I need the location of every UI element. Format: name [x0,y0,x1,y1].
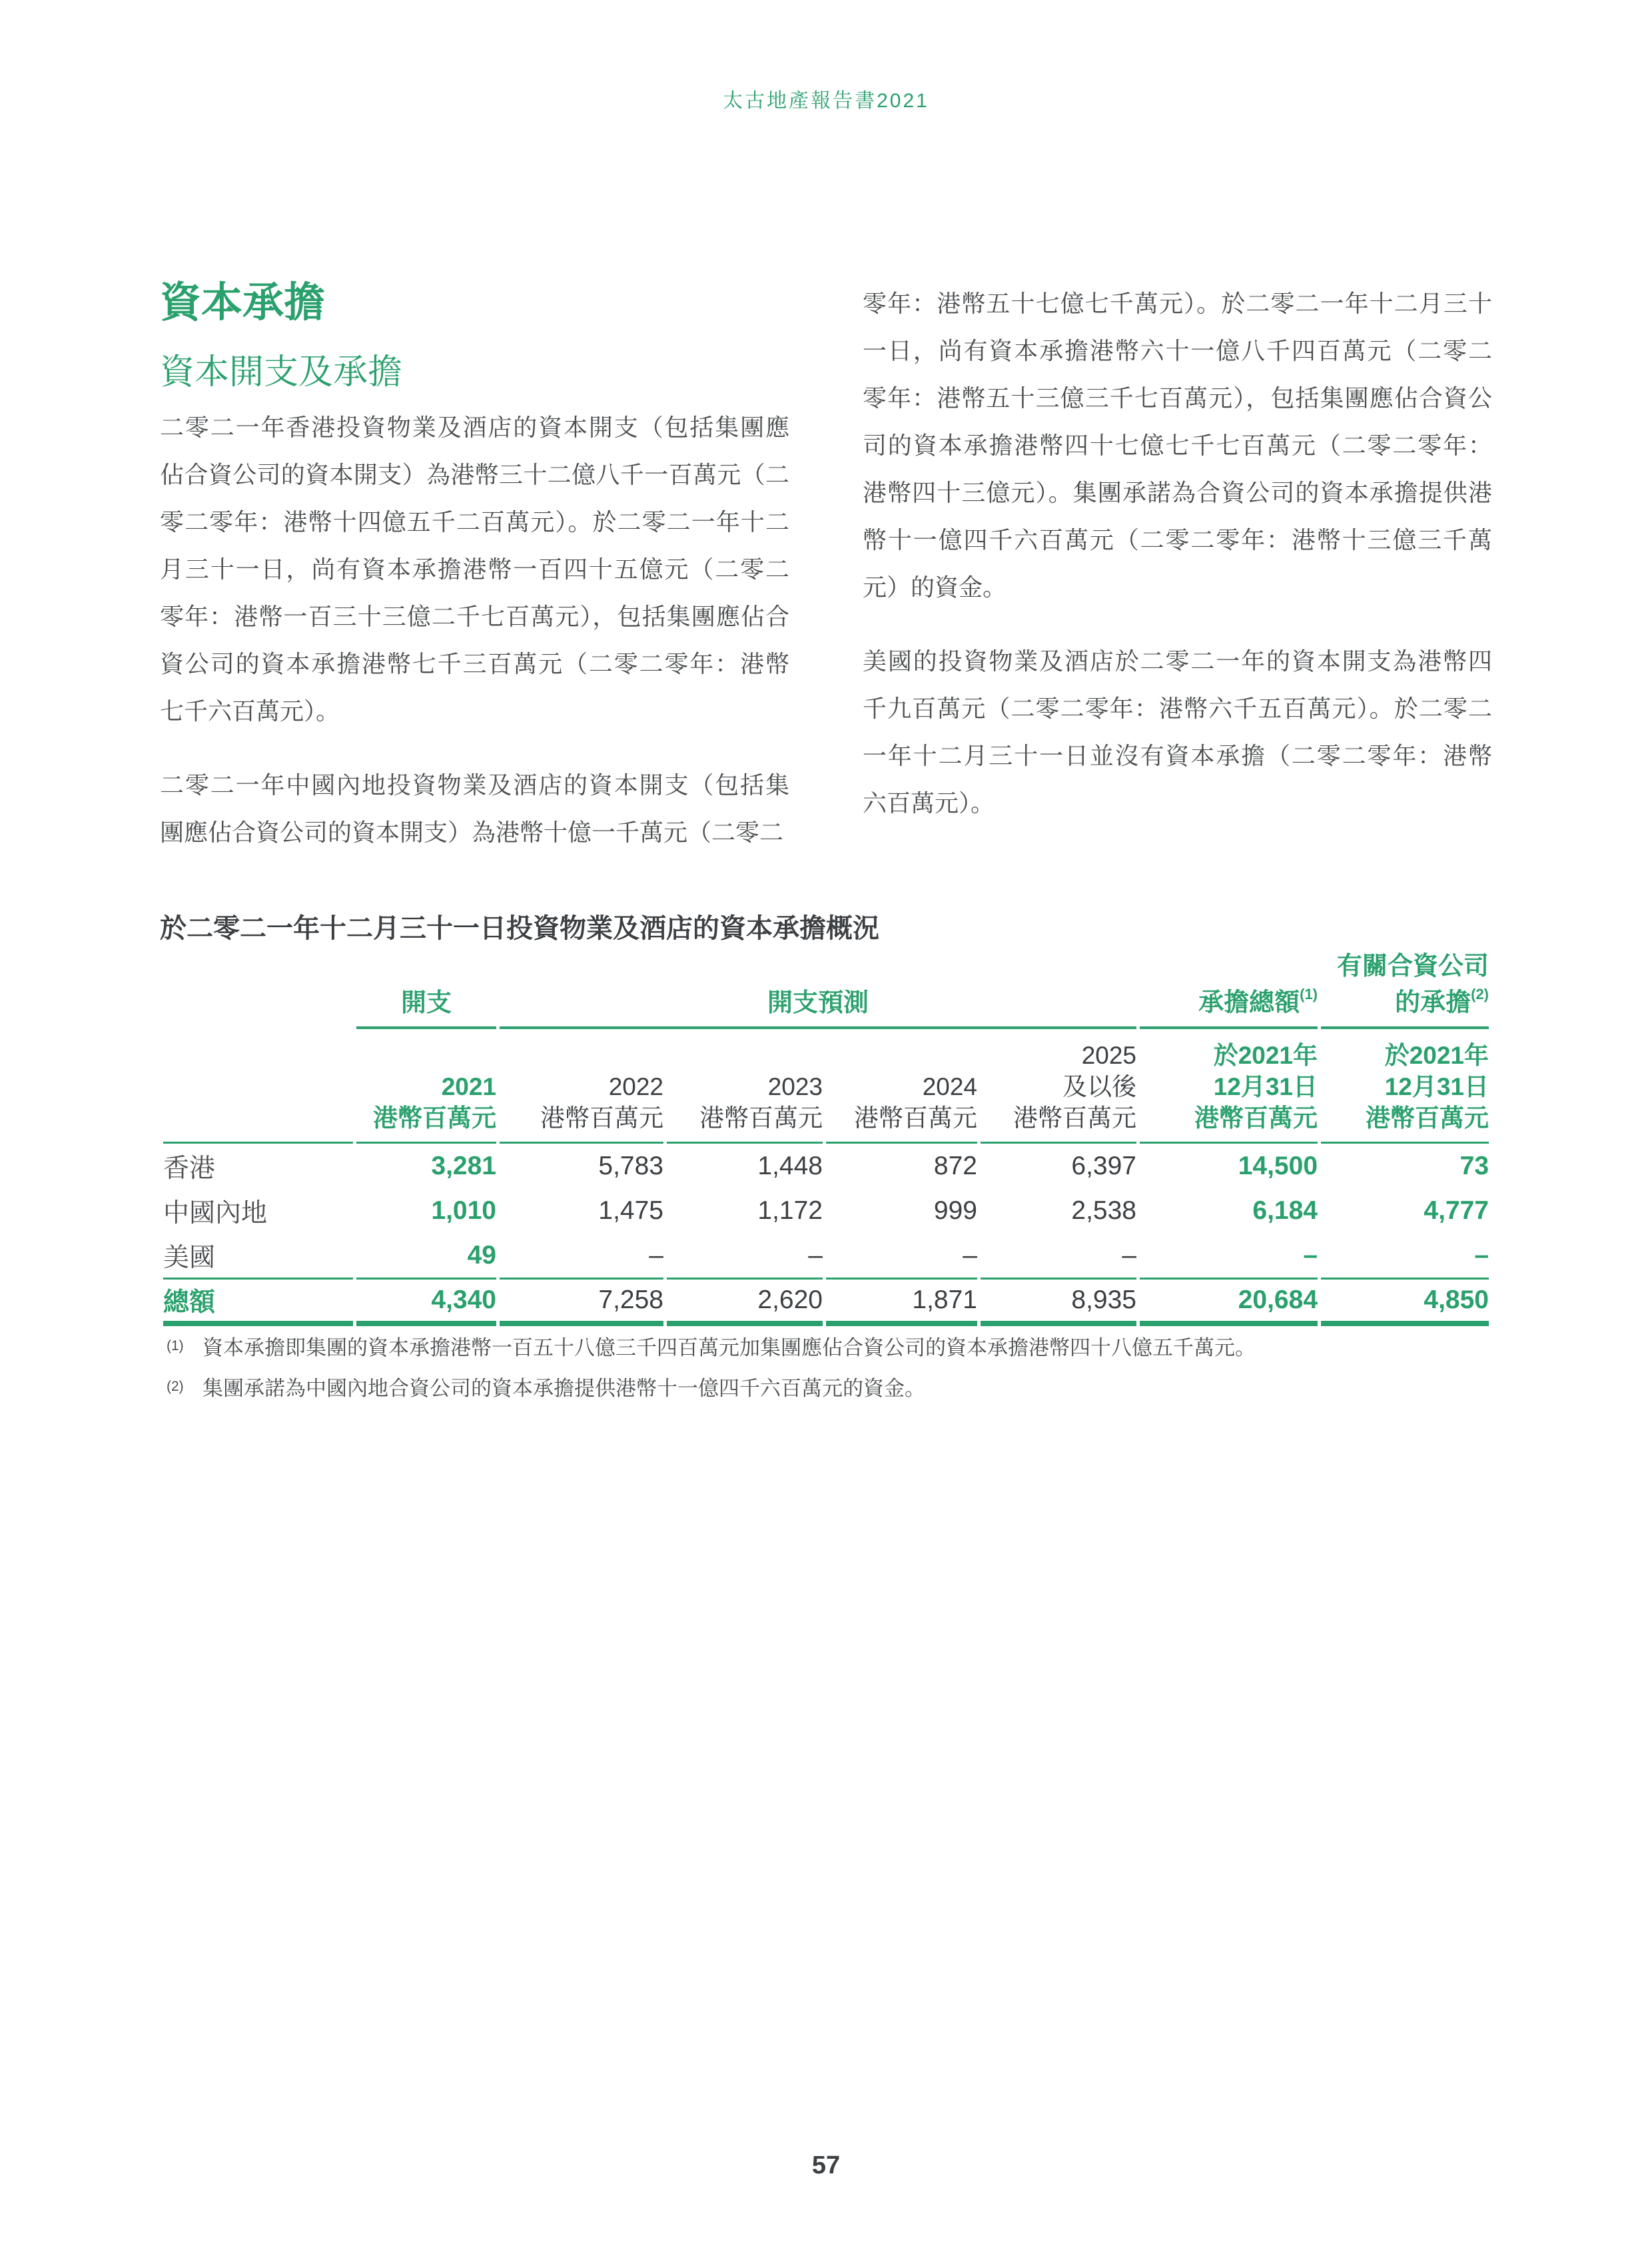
row-label: 中國內地 [163,1198,268,1228]
subheader-total-asof [1140,1029,1318,1144]
cell-value: – [981,1233,1136,1280]
left-paragraph-2 [160,761,789,856]
year-2023-label: 2023 [767,1073,823,1100]
body-line: 團應佔合資公司的資本開支）為港幣十億一千萬元（二零二 [160,819,784,846]
total-cell-value: 20,684 [1140,1280,1318,1326]
body-line: 二零二一年香港投資物業及酒店的資本開支（包括集團應 [160,414,789,441]
body-line: 美國的投資物業及酒店於二零二一年的資本開支為港幣四 [863,647,1492,675]
body-line: 佔合資公司的資本開支）為港幣三十二億八千一百萬元（二 [160,461,789,488]
cell-value: 1,010 [431,1196,496,1225]
cell-value: 872 [933,1151,977,1180]
unit-label: 港幣百萬元 [1013,1104,1137,1132]
footnote-text: 資本承擔即集團的資本承擔港幣一百五十八億三千四百萬元加集團應佔合資公司的資本承擔港幣四十八億五千萬元。 [203,1336,1256,1359]
right-paragraph-1 [863,280,1492,611]
row-label: 香港 [163,1154,216,1183]
right-paragraph-2 [863,637,1492,827]
subheader-2022 [500,1029,663,1144]
total-cell-value: 2,620 [667,1280,823,1326]
right-text-column [863,280,1492,827]
group-header-total-label: 承擔總額 [1198,989,1300,1017]
footnote-ref-1: (1) [1300,986,1318,1003]
total-cell-value: 8,935 [981,1280,1136,1326]
subheader-2025-onwards [981,1029,1136,1144]
cell-value: 14,500 [1238,1151,1318,1180]
cell-value: 3,281 [431,1151,496,1180]
total-cell-value: 4,850 [1321,1280,1489,1326]
running-header: 太古地產報告書2021 [723,90,929,112]
group-header-jv-line2 [1321,982,1489,1018]
body-line: 六百萬元）。 [863,789,995,817]
body-line: 司的資本承擔港幣四十七億七千七百萬元（二零二零年： [863,432,1492,459]
cell-value: 73 [1459,1151,1489,1180]
body-line: 元）的資金。 [863,573,1007,601]
total-row-label: 總額 [163,1280,353,1326]
cell-value: 999 [933,1196,977,1225]
body-line: 零二零年：港幣十四億五千二百萬元）。於二零二一年十二 [160,508,789,536]
table-total-row [163,1280,1489,1326]
cell-value: – [1321,1233,1489,1280]
cell-value: – [826,1233,977,1280]
row-label: 美國 [163,1233,353,1280]
group-header-forecast: 開支預測 [500,942,1136,1029]
body-line: 港幣四十三億元）。集團承諾為合資公司的資本承擔提供港 [863,479,1492,506]
cell-value: 4,777 [1424,1196,1489,1225]
body-line: 資公司的資本承擔港幣七千三百萬元（二零二零年：港幣 [160,650,789,677]
unit-label: 港幣百萬元 [540,1104,663,1132]
subheader-2021 [356,1029,496,1144]
body-line: 零年：港幣五十三億三千七百萬元），包括集團應佔合資公 [863,384,1492,412]
footnote-ref-2: (2) [1471,986,1489,1003]
footnote-marker: (1) [167,1338,184,1353]
cell-value: 2,538 [1071,1196,1137,1225]
year-2024-label: 2024 [922,1073,977,1100]
body-line: 千九百萬元（二零二零年：港幣六千五百萬元）。於二零二 [863,695,1492,722]
subheader-2023 [667,1029,823,1144]
unit-label: 港幣百萬元 [1366,1104,1489,1132]
unit-label: 港幣百萬元 [1194,1104,1318,1132]
group-header-jv-commitments [1321,942,1489,1029]
body-line: 一年十二月三十一日並沒有資本承擔（二零二零年：港幣 [863,742,1492,769]
cell-value: – [1140,1233,1318,1280]
section-subtitle: 資本開支及承擔 [160,353,403,392]
group-header-spacer [163,942,353,1029]
footnote-1 [160,1335,1492,1361]
total-cell-value: 1,871 [826,1280,977,1326]
body-line: 月三十一日，尚有資本承擔港幣一百四十五億元（二零二 [160,556,789,583]
unit-label: 港幣百萬元 [699,1104,823,1132]
asof-year-label: 於2021年 [1384,1042,1489,1069]
asof-date-label: 12月31日 [1213,1073,1318,1100]
subheader-jv-asof [1321,1029,1489,1144]
group-header-jv-line1: 有關合資公司 [1337,952,1489,981]
cell-value: – [667,1233,823,1280]
unit-label: 港幣百萬元 [854,1104,977,1132]
cell-value: 5,783 [598,1151,663,1180]
subheader-2024 [826,1029,977,1144]
footnote-2 [160,1375,1492,1402]
total-cell-value: 4,340 [356,1280,496,1326]
body-line: 二零二一年中國內地投資物業及酒店的資本開支（包括集 [160,771,789,799]
body-line: 七千六百萬元）。 [160,697,340,725]
cell-value: 49 [356,1233,496,1280]
year-2025-label: 2025 [1081,1042,1137,1069]
table-subheader-row [163,1029,1489,1144]
page-number: 57 [811,2151,841,2179]
body-line: 零年：港幣五十七億七千萬元）。於二零二一年十二月三十 [863,290,1492,317]
cell-value: 1,448 [757,1151,823,1180]
unit-label: 港幣百萬元 [373,1104,496,1132]
left-text-column [160,404,789,856]
cell-value: – [500,1233,663,1280]
cell-value: 6,397 [1071,1151,1137,1180]
onwards-label: 及以後 [1062,1073,1137,1100]
table-group-header-row [163,942,1489,1029]
table-row-2 [163,1188,1489,1233]
subheader-spacer [163,1029,353,1144]
section-title: 資本承擔 [160,280,326,326]
body-line: 幣十一億四千六百萬元（二零二零年：港幣十三億三千萬 [863,526,1492,554]
group-header-jv-label: 的承擔 [1395,989,1471,1017]
footnote-marker: (2) [167,1379,184,1394]
year-2022-label: 2022 [608,1073,663,1100]
capital-commitments-table [160,942,1492,1326]
footnote-text: 集團承諾為中國內地合資公司的資本承擔提供港幣十一億四千六百萬元的資金。 [203,1377,925,1400]
cell-value: 1,475 [598,1196,663,1225]
total-cell-value: 7,258 [500,1280,663,1326]
table-caption: 於二零二一年十二月三十一日投資物業及酒店的資本承擔概況 [160,914,879,943]
body-line: 一日，尚有資本承擔港幣六十一億八千四百萬元（二零二 [863,337,1492,364]
group-header-total-commitments [1140,942,1318,1029]
footnotes [160,1335,1492,1416]
cell-value: 1,172 [757,1196,823,1225]
table-row-3 [163,1233,1489,1280]
year-2021-label: 2021 [441,1073,496,1100]
body-line: 零年：港幣一百三十三億二千七百萬元），包括集團應佔合 [160,603,789,630]
left-paragraph-1 [160,404,789,735]
table-row-1 [163,1144,1489,1188]
group-header-expenditure: 開支 [356,942,496,1029]
cell-value: 6,184 [1252,1196,1318,1225]
asof-date-label: 12月31日 [1384,1073,1489,1100]
asof-year-label: 於2021年 [1213,1042,1318,1069]
